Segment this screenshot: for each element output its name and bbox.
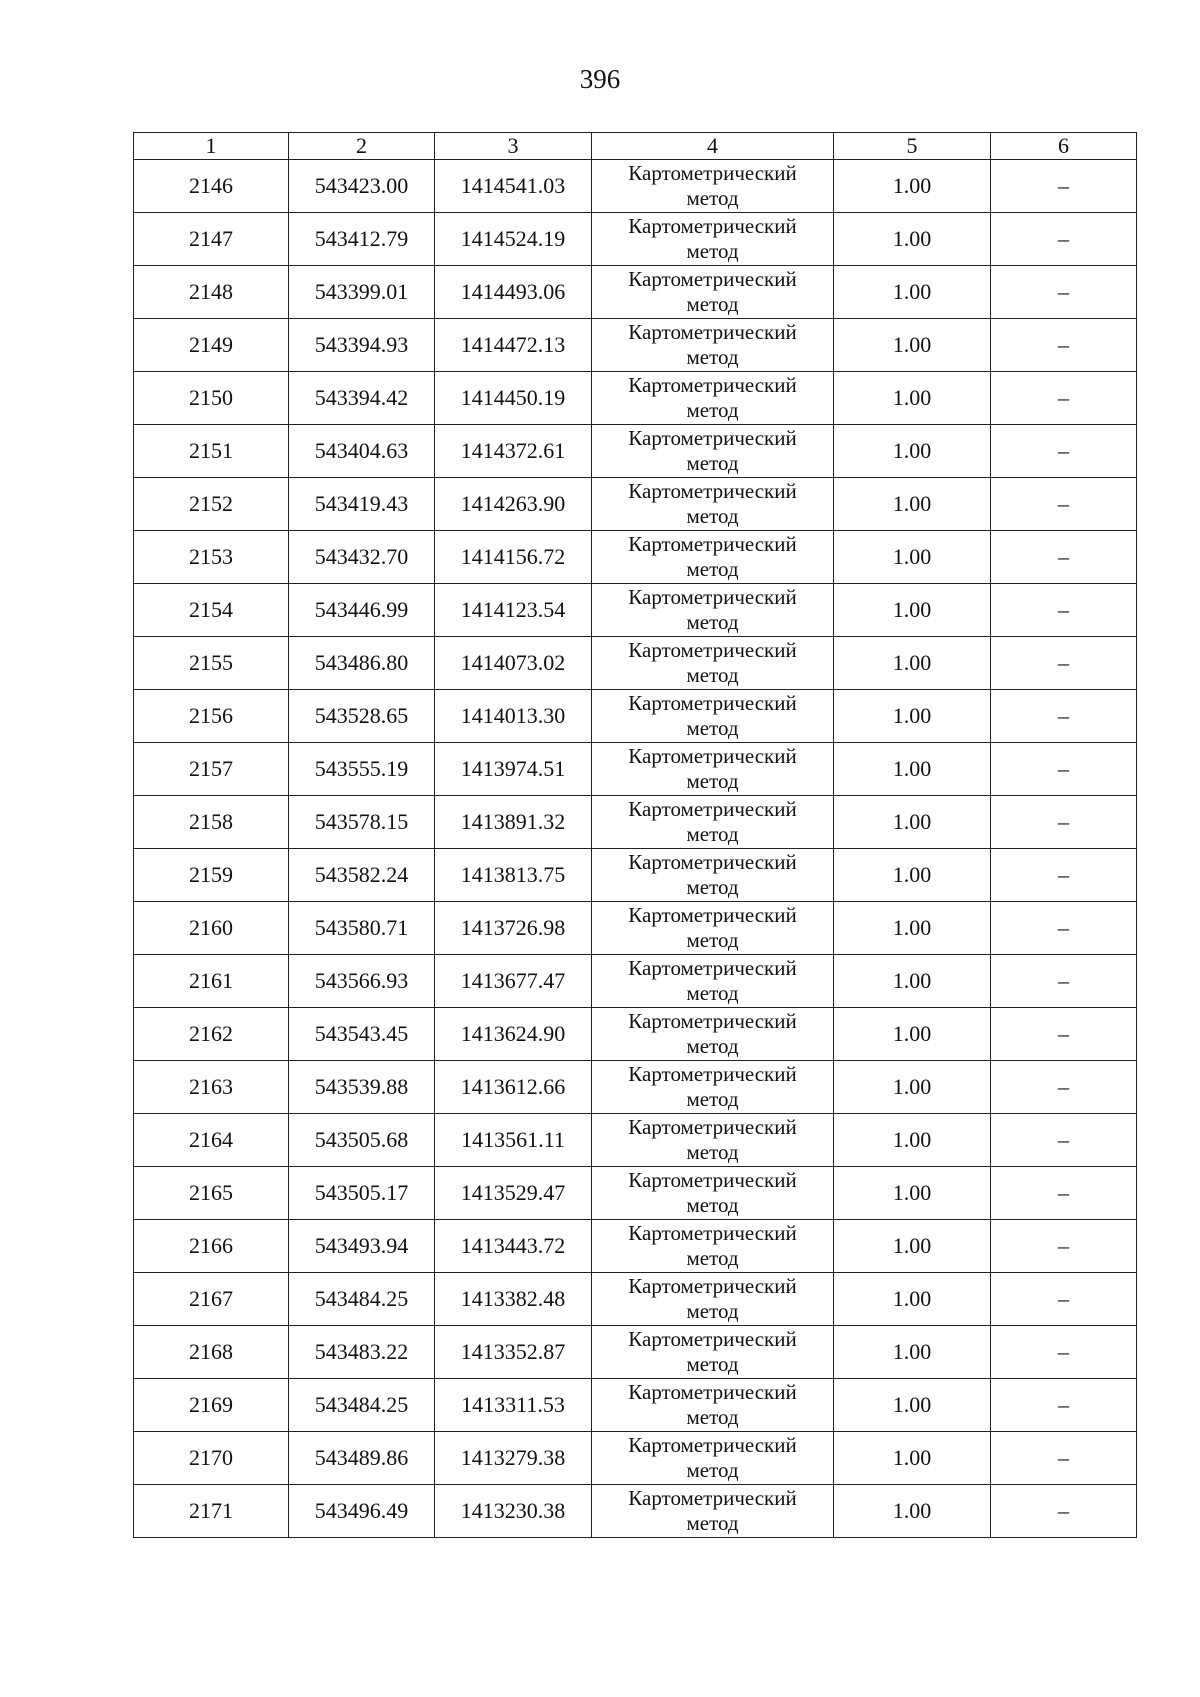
- accuracy-cell: 1.00: [834, 213, 991, 266]
- note-cell: –: [991, 1061, 1137, 1114]
- method-text-line2: метод: [686, 663, 739, 687]
- point-number-cell: 2167: [134, 1273, 289, 1326]
- y-coordinate-cell: 1413677.47: [435, 955, 592, 1008]
- method-text-line1: Картометрический: [628, 903, 797, 927]
- table-row: [134, 531, 1137, 584]
- method-cell: [592, 1485, 834, 1538]
- note-cell: –: [991, 902, 1137, 955]
- accuracy-cell: 1.00: [834, 1167, 991, 1220]
- table-row: [134, 1273, 1137, 1326]
- method-text-line2: метод: [686, 769, 739, 793]
- y-coordinate-cell: 1413891.32: [435, 796, 592, 849]
- method-text-line1: Картометрический: [628, 1274, 797, 1298]
- method-text-line1: Картометрический: [628, 956, 797, 980]
- table-row: [134, 1114, 1137, 1167]
- y-coordinate-cell: 1413311.53: [435, 1379, 592, 1432]
- accuracy-cell: 1.00: [834, 478, 991, 531]
- table-row: [134, 478, 1137, 531]
- note-cell: –: [991, 584, 1137, 637]
- x-coordinate-cell: 543394.42: [289, 372, 435, 425]
- x-coordinate-cell: 543483.22: [289, 1326, 435, 1379]
- x-coordinate-cell: 543580.71: [289, 902, 435, 955]
- method-cell: [592, 160, 834, 213]
- x-coordinate-cell: 543582.24: [289, 849, 435, 902]
- x-coordinate-cell: 543496.49: [289, 1485, 435, 1538]
- y-coordinate-cell: 1414472.13: [435, 319, 592, 372]
- method-text-line2: метод: [686, 928, 739, 952]
- y-coordinate-cell: 1414123.54: [435, 584, 592, 637]
- table-row: [134, 796, 1137, 849]
- method-text-line1: Картометрический: [628, 744, 797, 768]
- table-row: [134, 1008, 1137, 1061]
- point-number-cell: 2146: [134, 160, 289, 213]
- note-cell: –: [991, 743, 1137, 796]
- y-coordinate-cell: 1413382.48: [435, 1273, 592, 1326]
- column-header-5: 5: [834, 133, 991, 160]
- x-coordinate-cell: 543555.19: [289, 743, 435, 796]
- table-row: [134, 425, 1137, 478]
- table-row: [134, 372, 1137, 425]
- accuracy-cell: 1.00: [834, 1432, 991, 1485]
- point-number-cell: 2168: [134, 1326, 289, 1379]
- note-cell: –: [991, 1485, 1137, 1538]
- method-cell: [592, 1220, 834, 1273]
- accuracy-cell: 1.00: [834, 690, 991, 743]
- method-cell: [592, 1008, 834, 1061]
- y-coordinate-cell: 1413352.87: [435, 1326, 592, 1379]
- method-text-line2: метод: [686, 1458, 739, 1482]
- x-coordinate-cell: 543486.80: [289, 637, 435, 690]
- point-number-cell: 2153: [134, 531, 289, 584]
- point-number-cell: 2154: [134, 584, 289, 637]
- method-text-line1: Картометрический: [628, 479, 797, 503]
- x-coordinate-cell: 543566.93: [289, 955, 435, 1008]
- method-text-line2: метод: [686, 822, 739, 846]
- table-row: [134, 584, 1137, 637]
- note-cell: –: [991, 1432, 1137, 1485]
- point-number-cell: 2166: [134, 1220, 289, 1273]
- method-text-line1: Картометрический: [628, 1009, 797, 1033]
- note-cell: –: [991, 372, 1137, 425]
- method-text-line1: Картометрический: [628, 1115, 797, 1139]
- accuracy-cell: 1.00: [834, 637, 991, 690]
- method-text-line2: метод: [686, 1405, 739, 1429]
- method-text-line2: метод: [686, 1087, 739, 1111]
- x-coordinate-cell: 543578.15: [289, 796, 435, 849]
- note-cell: –: [991, 1220, 1137, 1273]
- method-cell: [592, 637, 834, 690]
- y-coordinate-cell: 1413612.66: [435, 1061, 592, 1114]
- method-text-line2: метод: [686, 1140, 739, 1164]
- accuracy-cell: 1.00: [834, 1061, 991, 1114]
- x-coordinate-cell: 543423.00: [289, 160, 435, 213]
- method-cell: [592, 425, 834, 478]
- note-cell: –: [991, 637, 1137, 690]
- method-text-line2: метод: [686, 451, 739, 475]
- table-row: [134, 1485, 1137, 1538]
- x-coordinate-cell: 543489.86: [289, 1432, 435, 1485]
- method-text-line2: метод: [686, 1511, 739, 1535]
- y-coordinate-cell: 1414372.61: [435, 425, 592, 478]
- point-number-cell: 2161: [134, 955, 289, 1008]
- method-text-line1: Картометрический: [628, 691, 797, 715]
- point-number-cell: 2170: [134, 1432, 289, 1485]
- method-text-line1: Картометрический: [628, 214, 797, 238]
- method-text-line2: метод: [686, 1193, 739, 1217]
- point-number-cell: 2165: [134, 1167, 289, 1220]
- y-coordinate-cell: 1414263.90: [435, 478, 592, 531]
- method-text-line2: метод: [686, 716, 739, 740]
- table-row: [134, 637, 1137, 690]
- method-text-line1: Картометрический: [628, 1433, 797, 1457]
- accuracy-cell: 1.00: [834, 372, 991, 425]
- method-text-line2: метод: [686, 345, 739, 369]
- method-cell: [592, 266, 834, 319]
- method-cell: [592, 1167, 834, 1220]
- point-number-cell: 2171: [134, 1485, 289, 1538]
- x-coordinate-cell: 543432.70: [289, 531, 435, 584]
- point-number-cell: 2157: [134, 743, 289, 796]
- method-text-line1: Картометрический: [628, 850, 797, 874]
- point-number-cell: 2147: [134, 213, 289, 266]
- column-header-3: 3: [435, 133, 592, 160]
- y-coordinate-cell: 1414541.03: [435, 160, 592, 213]
- table-header-row: [134, 133, 1137, 160]
- column-header-2: 2: [289, 133, 435, 160]
- x-coordinate-cell: 543394.93: [289, 319, 435, 372]
- table-row: [134, 319, 1137, 372]
- method-cell: [592, 1379, 834, 1432]
- accuracy-cell: 1.00: [834, 584, 991, 637]
- note-cell: –: [991, 849, 1137, 902]
- point-number-cell: 2151: [134, 425, 289, 478]
- method-text-line1: Картометрический: [628, 1327, 797, 1351]
- method-text-line1: Картометрический: [628, 161, 797, 185]
- method-text-line1: Картометрический: [628, 1380, 797, 1404]
- column-header-1: 1: [134, 133, 289, 160]
- method-cell: [592, 902, 834, 955]
- point-number-cell: 2164: [134, 1114, 289, 1167]
- method-text-line2: метод: [686, 557, 739, 581]
- x-coordinate-cell: 543539.88: [289, 1061, 435, 1114]
- note-cell: –: [991, 1167, 1137, 1220]
- method-text-line1: Картометрический: [628, 1486, 797, 1510]
- method-text-line1: Картометрический: [628, 585, 797, 609]
- note-cell: –: [991, 1273, 1137, 1326]
- table-row: [134, 1220, 1137, 1273]
- table-row: [134, 743, 1137, 796]
- column-header-4: 4: [592, 133, 834, 160]
- method-text-line2: метод: [686, 1246, 739, 1270]
- accuracy-cell: 1.00: [834, 531, 991, 584]
- table-row: [134, 690, 1137, 743]
- coordinates-table-container: [133, 132, 1137, 1538]
- method-text-line1: Картометрический: [628, 797, 797, 821]
- note-cell: –: [991, 690, 1137, 743]
- method-text-line2: метод: [686, 398, 739, 422]
- x-coordinate-cell: 543404.63: [289, 425, 435, 478]
- point-number-cell: 2149: [134, 319, 289, 372]
- note-cell: –: [991, 796, 1137, 849]
- method-cell: [592, 849, 834, 902]
- note-cell: –: [991, 319, 1137, 372]
- x-coordinate-cell: 543493.94: [289, 1220, 435, 1273]
- accuracy-cell: 1.00: [834, 266, 991, 319]
- method-text-line2: метод: [686, 186, 739, 210]
- method-text-line2: метод: [686, 610, 739, 634]
- accuracy-cell: 1.00: [834, 425, 991, 478]
- method-cell: [592, 743, 834, 796]
- x-coordinate-cell: 543505.68: [289, 1114, 435, 1167]
- method-text-line1: Картометрический: [628, 373, 797, 397]
- method-text-line1: Картометрический: [628, 1062, 797, 1086]
- method-cell: [592, 1273, 834, 1326]
- point-number-cell: 2150: [134, 372, 289, 425]
- y-coordinate-cell: 1414013.30: [435, 690, 592, 743]
- method-cell: [592, 478, 834, 531]
- method-text-line1: Картометрический: [628, 1168, 797, 1192]
- y-coordinate-cell: 1414156.72: [435, 531, 592, 584]
- y-coordinate-cell: 1413813.75: [435, 849, 592, 902]
- table-row: [134, 266, 1137, 319]
- accuracy-cell: 1.00: [834, 796, 991, 849]
- point-number-cell: 2148: [134, 266, 289, 319]
- y-coordinate-cell: 1413279.38: [435, 1432, 592, 1485]
- accuracy-cell: 1.00: [834, 1485, 991, 1538]
- table-row: [134, 1167, 1137, 1220]
- method-cell: [592, 319, 834, 372]
- method-cell: [592, 690, 834, 743]
- method-text-line2: метод: [686, 504, 739, 528]
- x-coordinate-cell: 543484.25: [289, 1273, 435, 1326]
- table-row: [134, 1061, 1137, 1114]
- method-cell: [592, 796, 834, 849]
- method-cell: [592, 1326, 834, 1379]
- method-text-line1: Картометрический: [628, 532, 797, 556]
- accuracy-cell: 1.00: [834, 1326, 991, 1379]
- method-text-line1: Картометрический: [628, 320, 797, 344]
- point-number-cell: 2159: [134, 849, 289, 902]
- note-cell: –: [991, 478, 1137, 531]
- accuracy-cell: 1.00: [834, 1220, 991, 1273]
- y-coordinate-cell: 1413561.11: [435, 1114, 592, 1167]
- method-text-line2: метод: [686, 292, 739, 316]
- accuracy-cell: 1.00: [834, 160, 991, 213]
- point-number-cell: 2156: [134, 690, 289, 743]
- y-coordinate-cell: 1413529.47: [435, 1167, 592, 1220]
- method-text-line2: метод: [686, 1034, 739, 1058]
- y-coordinate-cell: 1414450.19: [435, 372, 592, 425]
- method-text-line2: метод: [686, 981, 739, 1005]
- note-cell: –: [991, 425, 1137, 478]
- table-row: [134, 849, 1137, 902]
- table-row: [134, 902, 1137, 955]
- point-number-cell: 2160: [134, 902, 289, 955]
- method-text-line2: метод: [686, 239, 739, 263]
- y-coordinate-cell: 1414073.02: [435, 637, 592, 690]
- x-coordinate-cell: 543446.99: [289, 584, 435, 637]
- table-row: [134, 955, 1137, 1008]
- point-number-cell: 2152: [134, 478, 289, 531]
- point-number-cell: 2163: [134, 1061, 289, 1114]
- x-coordinate-cell: 543505.17: [289, 1167, 435, 1220]
- note-cell: –: [991, 1379, 1137, 1432]
- x-coordinate-cell: 543412.79: [289, 213, 435, 266]
- table-row: [134, 213, 1137, 266]
- accuracy-cell: 1.00: [834, 955, 991, 1008]
- note-cell: –: [991, 1114, 1137, 1167]
- x-coordinate-cell: 543528.65: [289, 690, 435, 743]
- table-row: [134, 1432, 1137, 1485]
- method-cell: [592, 372, 834, 425]
- y-coordinate-cell: 1413974.51: [435, 743, 592, 796]
- note-cell: –: [991, 266, 1137, 319]
- y-coordinate-cell: 1413726.98: [435, 902, 592, 955]
- method-text-line2: метод: [686, 875, 739, 899]
- accuracy-cell: 1.00: [834, 743, 991, 796]
- x-coordinate-cell: 543399.01: [289, 266, 435, 319]
- method-text-line1: Картометрический: [628, 426, 797, 450]
- y-coordinate-cell: 1414524.19: [435, 213, 592, 266]
- method-cell: [592, 955, 834, 1008]
- accuracy-cell: 1.00: [834, 1379, 991, 1432]
- method-cell: [592, 531, 834, 584]
- y-coordinate-cell: 1414493.06: [435, 266, 592, 319]
- method-text-line1: Картометрический: [628, 267, 797, 291]
- point-number-cell: 2162: [134, 1008, 289, 1061]
- accuracy-cell: 1.00: [834, 1008, 991, 1061]
- method-text-line2: метод: [686, 1299, 739, 1323]
- table-body: [134, 160, 1137, 1538]
- method-cell: [592, 1114, 834, 1167]
- accuracy-cell: 1.00: [834, 1114, 991, 1167]
- point-number-cell: 2169: [134, 1379, 289, 1432]
- method-cell: [592, 584, 834, 637]
- coordinates-table: [133, 132, 1137, 1538]
- accuracy-cell: 1.00: [834, 1273, 991, 1326]
- table-row: [134, 1326, 1137, 1379]
- accuracy-cell: 1.00: [834, 849, 991, 902]
- method-cell: [592, 1061, 834, 1114]
- method-text-line1: Картометрический: [628, 638, 797, 662]
- y-coordinate-cell: 1413230.38: [435, 1485, 592, 1538]
- note-cell: –: [991, 1326, 1137, 1379]
- y-coordinate-cell: 1413624.90: [435, 1008, 592, 1061]
- note-cell: –: [991, 213, 1137, 266]
- table-row: [134, 160, 1137, 213]
- method-cell: [592, 213, 834, 266]
- note-cell: –: [991, 1008, 1137, 1061]
- table-row: [134, 1379, 1137, 1432]
- method-cell: [592, 1432, 834, 1485]
- x-coordinate-cell: 543419.43: [289, 478, 435, 531]
- page-number: 396: [579, 64, 621, 94]
- point-number-cell: 2155: [134, 637, 289, 690]
- note-cell: –: [991, 531, 1137, 584]
- column-header-6: 6: [991, 133, 1137, 160]
- point-number-cell: 2158: [134, 796, 289, 849]
- note-cell: –: [991, 955, 1137, 1008]
- accuracy-cell: 1.00: [834, 319, 991, 372]
- method-text-line1: Картометрический: [628, 1221, 797, 1245]
- note-cell: –: [991, 160, 1137, 213]
- x-coordinate-cell: 543543.45: [289, 1008, 435, 1061]
- accuracy-cell: 1.00: [834, 902, 991, 955]
- y-coordinate-cell: 1413443.72: [435, 1220, 592, 1273]
- method-text-line2: метод: [686, 1352, 739, 1376]
- x-coordinate-cell: 543484.25: [289, 1379, 435, 1432]
